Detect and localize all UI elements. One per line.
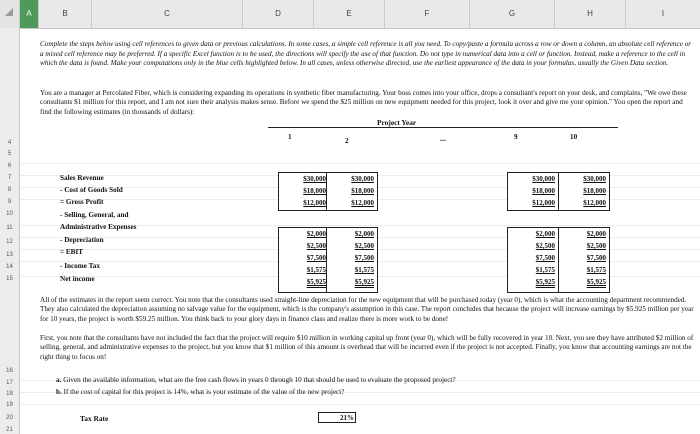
cell-y9-dep[interactable]: $2,500: [535, 242, 555, 250]
row-header[interactable]: 18: [6, 391, 13, 397]
cell-y9-sga[interactable]: $2,000: [535, 230, 555, 238]
intro-paragraph: You are a manager at Percolated Fiber, which is considering expanding its operations in synthetic fiber manufacturing. Your boss comes into your office, drops a consultant's report on your desk, and complains, "We owe these consultants $1 million for this report, and I am not sure their analysis makes sense. Before we spend the $25 million on new equipment needed for this project, look it over and give me your opinion." You open the report and find the following estimates (in thousands of dollars):: [40, 89, 687, 116]
cell-y10-dep[interactable]: $2,500: [586, 242, 606, 250]
cell-y2-tax[interactable]: $1,575: [354, 266, 374, 274]
cell-y10-gross[interactable]: $12,000: [583, 199, 606, 207]
cell-y2-cogs[interactable]: $18,000: [351, 187, 374, 195]
row-header[interactable]: 8: [7, 187, 12, 193]
cell-y9-net[interactable]: $5,925: [535, 278, 555, 286]
analysis-paragraph-1: All of the estimates in the report seem correct. You note that the consultants used straight-line depreciation for the new equipment that will be purchased today (year 0), which is what the accounting department recommended. They also calculated the depreciation assuming no salvage value for the equipment, which is the company's assumption in this case. The report concludes that because the project will increase earnings by $5.925 million per year for 10 years, the project is worth $59.25 million. You think back to your glory days in finance class and realize there is more work to be done!: [40, 296, 694, 323]
analysis-paragraph-2: First, you note that the consultants have not included the fact that the project will require $10 million in working capital up front (year 0), which will be fully recovered in year 10. Next, you see they have attributed $2 million of selling, general, and administrative expenses to the project, but you know that $1 million of this amount is overhead that will be incurred even if the project is not accepted. Finally, you know that accounting earnings are not the right thing to focus on!: [40, 334, 694, 361]
column-header-a[interactable]: A: [20, 0, 39, 28]
cell-y2-sga[interactable]: $2,000: [354, 230, 374, 238]
row-header[interactable]: 11: [6, 225, 13, 231]
column-header-b[interactable]: B: [39, 0, 92, 28]
project-year-header: Project Year: [377, 118, 417, 127]
year-10-header: 10: [570, 133, 578, 141]
cell-y1-dep[interactable]: $2,500: [306, 242, 326, 250]
cell-y10-cogs[interactable]: $18,000: [583, 187, 606, 195]
row-header[interactable]: 12: [6, 239, 13, 245]
ellipsis: ...: [440, 134, 446, 143]
label-depreciation: - Depreciation: [60, 236, 104, 244]
row-header[interactable]: 20: [6, 415, 13, 421]
cell-y9-gross[interactable]: $12,000: [532, 199, 555, 207]
tax-rate-cell[interactable]: 21%: [318, 412, 356, 423]
cell-y1-tax[interactable]: $1,575: [306, 266, 326, 274]
label-ebit: = EBIT: [60, 248, 84, 256]
label-sales-revenue: Sales Revenue: [60, 174, 104, 182]
cell-y1-net[interactable]: $5,925: [306, 278, 326, 286]
question-a-prefix: a.: [56, 376, 62, 384]
cell-y1-gross[interactable]: $12,000: [303, 199, 326, 207]
select-all-icon: [5, 8, 13, 16]
select-all-corner[interactable]: [0, 0, 20, 28]
cell-y9-tax[interactable]: $1,575: [535, 266, 555, 274]
cell-y1-sga[interactable]: $2,000: [306, 230, 326, 238]
row-header[interactable]: 13: [6, 252, 13, 258]
column-header-f[interactable]: F: [385, 0, 470, 28]
question-b-text: If the cost of capital for this project is 14%, what is your estimate of the value of the new project?: [63, 388, 345, 396]
row-header[interactable]: 6: [7, 163, 12, 169]
row-header[interactable]: 14: [6, 264, 13, 270]
row-header[interactable]: 7: [7, 175, 12, 181]
row-header[interactable]: 4: [7, 140, 12, 146]
column-header-bar: [0, 0, 700, 29]
row-header[interactable]: 9: [7, 199, 12, 205]
row-header[interactable]: 19: [6, 402, 13, 408]
tax-rate-label: Tax Rate: [80, 414, 109, 423]
year-2-header: 2: [345, 137, 349, 145]
column-header-h[interactable]: H: [555, 0, 626, 28]
column-header-e[interactable]: E: [314, 0, 385, 28]
question-b: [56, 388, 344, 397]
cell-y2-gross[interactable]: $12,000: [351, 199, 374, 207]
instructions-text: Complete the steps below using cell references to given data or previous calculations. In some cases, a simple cell reference is all you need. To copy/paste a formula across a row or down a column, an absolute cell reference or a mixed cell reference may be preferred. If a specific Excel function is to be used, the directions will specify the use of that function. Do not type in numerical data into a cell or function. Instead, make a reference to the cell in which the data is found. Make your computations only in the blue cells highlighted below. In all cases, unless otherwise directed, use the earliest appearance of the data in your formulas, usually the Given Data section.: [40, 40, 692, 68]
cell-y2-dep[interactable]: $2,500: [354, 242, 374, 250]
cell-y10-net[interactable]: $5,925: [586, 278, 606, 286]
question-a-text: Given the available information, what are the free cash flows in years 0 through 10 that should be used to evaluate the proposed project?: [63, 376, 456, 384]
project-year-rule: [268, 127, 618, 128]
cell-y9-sales[interactable]: $30,000: [532, 175, 555, 183]
cell-y2-net[interactable]: $5,925: [354, 278, 374, 286]
year-9-header: 9: [514, 133, 518, 141]
row-header-bar: [0, 28, 20, 434]
row-header[interactable]: 21: [6, 427, 13, 433]
cell-y1-sales[interactable]: $30,000: [303, 175, 326, 183]
cell-y1-ebit[interactable]: $7,500: [306, 254, 326, 262]
cell-y1-cogs[interactable]: $18,000: [303, 187, 326, 195]
row-header[interactable]: 17: [6, 380, 13, 386]
cell-y2-sales[interactable]: $30,000: [351, 175, 374, 183]
column-header-c[interactable]: C: [92, 0, 243, 28]
row-header[interactable]: 5: [7, 151, 12, 157]
column-header-d[interactable]: D: [243, 0, 314, 28]
label-income-tax: - Income Tax: [60, 262, 100, 270]
question-a: [56, 376, 456, 385]
row-header[interactable]: 10: [6, 211, 13, 217]
cell-y10-sga[interactable]: $2,000: [586, 230, 606, 238]
cell-y2-ebit[interactable]: $7,500: [354, 254, 374, 262]
cell-y9-cogs[interactable]: $18,000: [532, 187, 555, 195]
gridline: [20, 404, 700, 405]
label-gross-profit: = Gross Profit: [60, 198, 104, 206]
label-sga-2: Administrative Expenses: [60, 223, 137, 231]
column-header-i[interactable]: I: [661, 9, 665, 18]
label-cogs: - Cost of Goods Sold: [60, 186, 123, 194]
label-sga-1: - Selling, General, and: [60, 211, 129, 219]
cell-y10-sales[interactable]: $30,000: [583, 175, 606, 183]
cell-y10-ebit[interactable]: $7,500: [586, 254, 606, 262]
row-header[interactable]: 15: [6, 276, 13, 282]
label-net-income: Net income: [60, 275, 95, 283]
cell-y9-ebit[interactable]: $7,500: [535, 254, 555, 262]
row-header[interactable]: 16: [6, 368, 13, 374]
column-header-g[interactable]: G: [470, 0, 555, 28]
gridline: [20, 163, 700, 164]
cell-y10-tax[interactable]: $1,575: [586, 266, 606, 274]
year-1-header: 1: [288, 133, 292, 141]
question-b-prefix: b.: [56, 388, 62, 396]
